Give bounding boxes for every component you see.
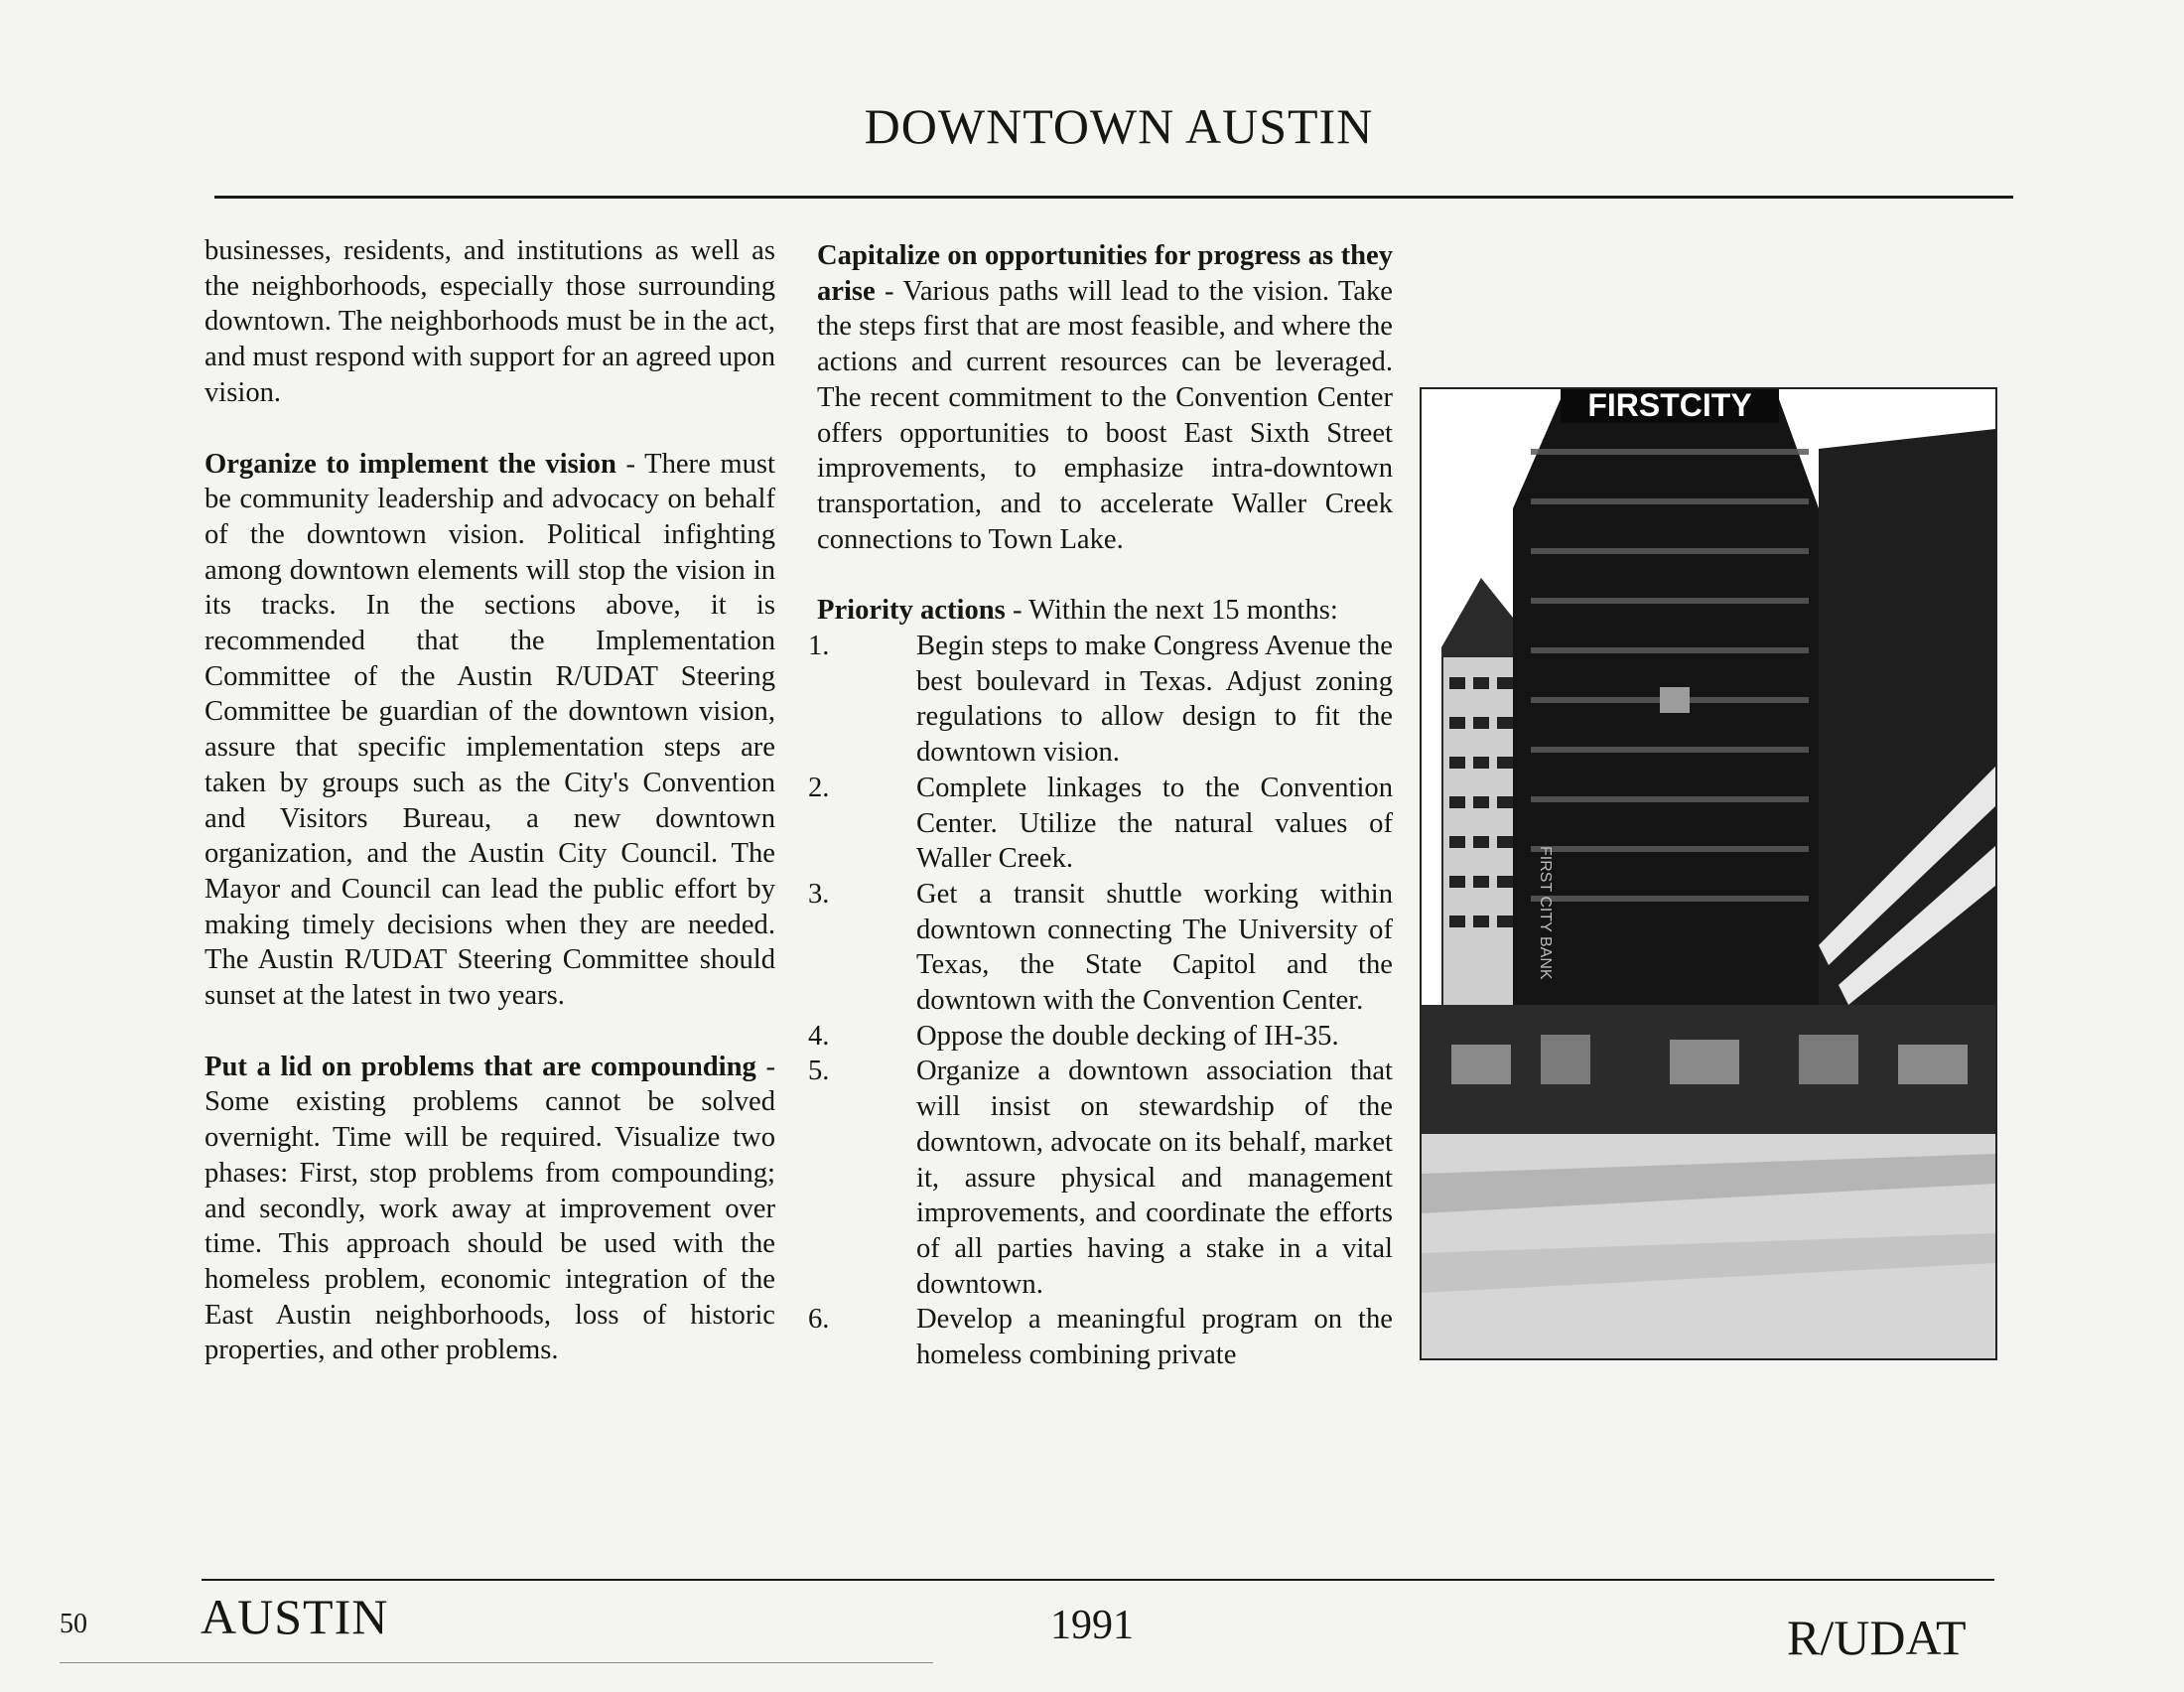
- footer-rule: [202, 1579, 1994, 1581]
- priority-body: - Within the next 15 months:: [1005, 595, 1338, 627]
- lid-heading: Put a lid on problems that are compounding: [205, 1051, 756, 1082]
- street-level-storefronts: [1422, 1005, 1995, 1134]
- action-number: 5.: [808, 1056, 830, 1087]
- street-photo: [1420, 387, 1997, 1360]
- text-column-left: [205, 233, 775, 1368]
- action-item: [808, 877, 1393, 1019]
- action-number: 6.: [808, 1304, 830, 1336]
- lid-paragraph: [205, 1050, 775, 1368]
- background-building-left: [1441, 578, 1521, 1015]
- footer-year: 1991: [1050, 1603, 1134, 1648]
- text-column-right: [808, 238, 1393, 1373]
- vertical-bank-sign: FIRST CITY BANK: [1537, 846, 1554, 980]
- action-text: Get a transit shuttle working within downtown connecting The University of Texas, the State Capitol and the downtown with the Convention Center.: [916, 878, 1393, 1017]
- action-text: Begin steps to make Congress Avenue the best boulevard in Texas. Adjust zoning regulations to allow design to fit the downtown vision.: [916, 631, 1393, 769]
- background-building-right: [1819, 429, 1995, 1025]
- action-number: 3.: [808, 878, 830, 910]
- priority-paragraph: [817, 593, 1393, 629]
- page-number: 50: [60, 1609, 87, 1639]
- action-number: 4.: [808, 1020, 830, 1052]
- header-rule: [214, 196, 2013, 199]
- action-item: [808, 771, 1393, 877]
- action-item: [808, 1019, 1393, 1055]
- action-text: Organize a downtown association that will insist on stewardship of the downtown, advocate on its behalf, market it, assure physical and management improvements, and coordinate the efforts of all parties having a stake in a vital downtown.: [916, 1056, 1393, 1300]
- action-item: [808, 629, 1393, 771]
- action-item: [808, 1302, 1393, 1372]
- page-title: DOWNTOWN AUSTIN: [864, 98, 1374, 154]
- lid-body: - Some existing problems cannot be solved overnight. Time will be required. Visualize two phases: First, stop problems from compounding; and secondly, work away at improvement over time. This approach should be used with the homeless problem, economic integration of the East Austin neighborhoods, loss of historic properties, and other problems.: [205, 1051, 775, 1366]
- congress-avenue-street: [1422, 1134, 1995, 1358]
- footer-city: AUSTIN: [201, 1589, 389, 1644]
- footer-org: R/UDAT: [1787, 1610, 1967, 1665]
- action-item: [808, 1054, 1393, 1302]
- spiral-binding: [2150, 0, 2184, 1692]
- capitalize-heading: Capitalize on opportunities for progress as they arise: [817, 240, 1393, 307]
- organize-heading: Organize to implement the vision: [205, 448, 616, 480]
- intro-paragraph: businesses, residents, and institutions as well as the neighborhoods, especially those surrounding downtown. The neighborhoods must be in the act, and must respond with support for an agreed upon vision.: [205, 235, 775, 408]
- capitalize-paragraph: [817, 238, 1393, 557]
- capitalize-body: - Various paths will lead to the vision. Take the steps first that are most feasible, and where the actions and current resources can be leveraged. The recent commitment to the Convention Center offers opportunities to boost East Sixth Street improvements, to emphasize intra-downtown transportation, and to accelerate Waller Creek connections to Town Lake.: [817, 275, 1393, 555]
- firstcity-sign: FIRSTCITY: [1587, 387, 1752, 423]
- priority-action-list: [808, 629, 1393, 1373]
- action-number: 2.: [808, 772, 830, 803]
- firstcity-tower: [1513, 387, 1819, 1025]
- action-number: 1.: [808, 631, 830, 662]
- organize-paragraph: [205, 447, 775, 1014]
- action-text: Oppose the double decking of IH-35.: [916, 1020, 1339, 1052]
- action-text: Complete linkages to the Convention Center. Utilize the natural values of Waller Creek.: [916, 772, 1393, 875]
- page-edge-rule: [60, 1662, 933, 1663]
- priority-heading: Priority actions: [817, 595, 1006, 627]
- action-text: Develop a meaningful program on the homeless combining private: [916, 1304, 1393, 1371]
- organize-body: - There must be community leadership and advocacy on behalf of the downtown vision. Political infighting among downtown elements will stop the vision in its tracks. In the sections above, it is recommended that the Implementation Committee of the Austin R/UDAT Steering Committee be guardian of the downtown vision, assure that specific implementation steps are taken by groups such as the City's Convention and Visitors Bureau, a new downtown organization, and the Austin City Council. The Mayor and Council can lead the public effort by making timely decisions when they are needed. The Austin R/UDAT Steering Committee should sunset at the latest in two years.: [205, 448, 775, 1012]
